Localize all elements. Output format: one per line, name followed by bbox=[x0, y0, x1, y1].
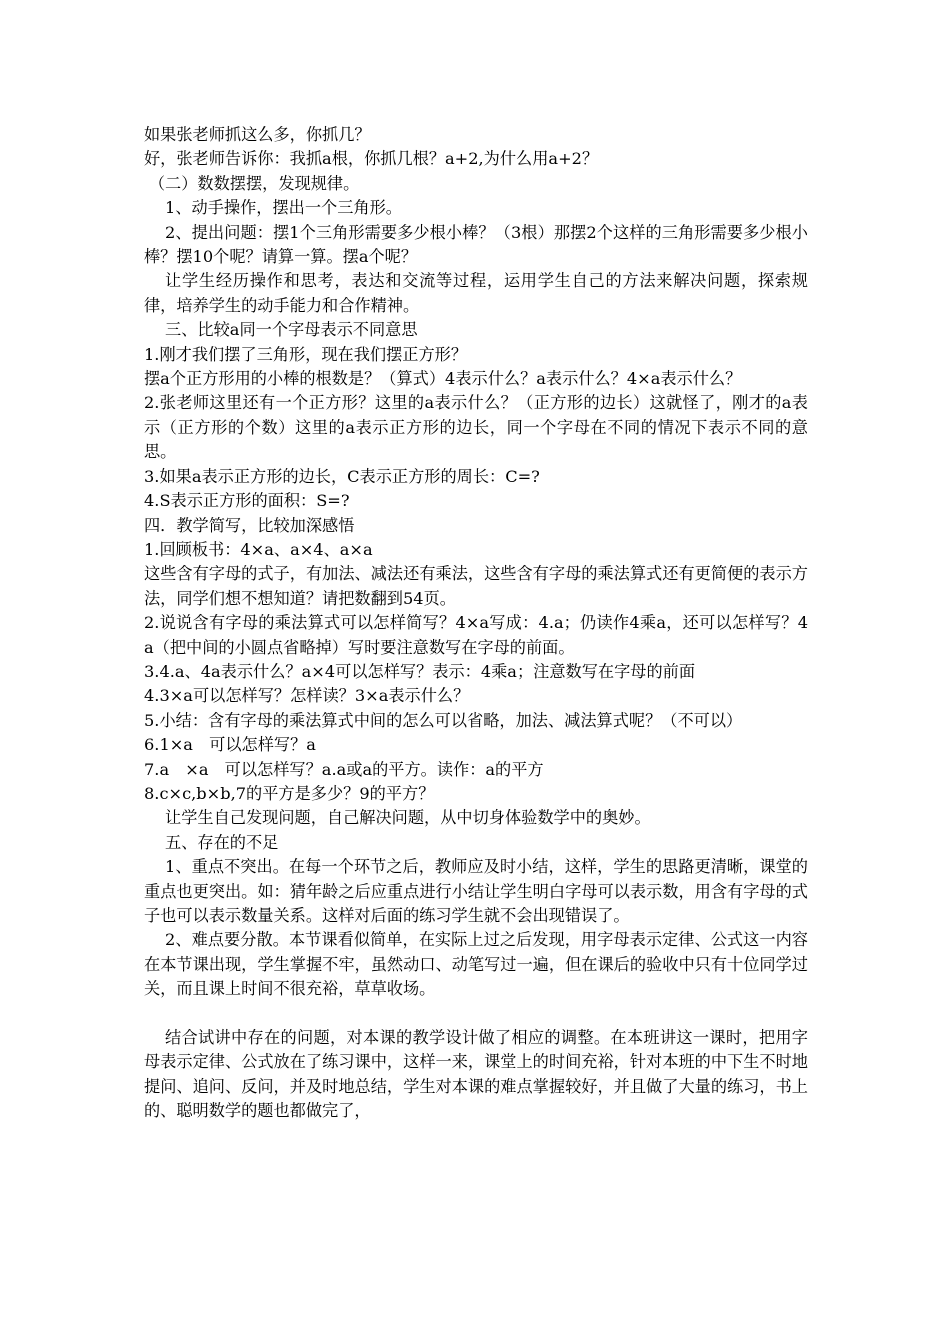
paragraph: 好，张老师告诉你：我抓a根，你抓几根？a+2,为什么用a+2？ bbox=[144, 149, 599, 169]
paragraph: 3.如果a表示正方形的边长，C表示正方形的周长：C=? bbox=[144, 466, 540, 486]
paragraph: 5.小结：含有字母的乘法算式中间的怎么可以省略，加法、减法算式呢？（不可以） bbox=[144, 710, 743, 730]
paragraph: 1、重点不突出。在每一个环节之后，教师应及时小结，这样，学生的思路更清晰，课堂的重点也更突出。如：猜年龄之后应重点进行小结让学生明白字母可以表示数，用含有字母的式子也可以表示数量关系。这样对后面的练习学生就不会出现错误了。 bbox=[144, 857, 808, 925]
paragraph: 如果张老师抓这么多，你抓几？ bbox=[144, 125, 371, 144]
blank-line bbox=[144, 1002, 808, 1026]
paragraph: （二）数数摆摆，发现规律。 bbox=[148, 173, 360, 193]
paragraph: 三、比较a同一个字母表示不同意思 bbox=[165, 320, 418, 340]
paragraph: 让学生经历操作和思考，表达和交流等过程，运用学生自己的方法来解决问题，探索规律，培养学生的动手能力和合作精神。 bbox=[144, 271, 808, 315]
paragraph: 1.刚才我们摆了三角形，现在我们摆正方形？ bbox=[144, 344, 468, 364]
document-page bbox=[144, 123, 808, 1124]
paragraph: 四．教学简写，比较加深感悟 bbox=[144, 515, 355, 535]
paragraph: 2、难点要分散。本节课看似简单，在实际上过之后发现，用字母表示定律、公式这一内容在本节课出现，学生掌握不牢，虽然动口、动笔写过一遍，但在课后的验收中只有十位同学过关，而且课上时间不很充裕，草草收场。 bbox=[144, 930, 808, 999]
paragraph: 结合试讲中存在的问题，对本课的教学设计做了相应的调整。在本班讲这一课时，把用字母表示定律、公式放在了练习课中，这样一来，课堂上的时间充裕，针对本班的中下生不时地提问、追问、反问，并及时地总结，学生对本课的难点掌握较好，并且做了大量的练习，书上的、聪明数学的题也都做完了， bbox=[144, 1028, 808, 1121]
paragraph: 8.c×c,b×b,7的平方是多少？9的平方？ bbox=[144, 783, 435, 803]
paragraph: 1、动手操作，摆出一个三角形。 bbox=[165, 198, 402, 218]
paragraph: 7.a ×a 可以怎样写？a.a或a的平方。读作：a的平方 bbox=[144, 759, 544, 779]
paragraph: 摆a个正方形用的小棒的根数是？（算式）4表示什么？a表示什么？4×a表示什么？ bbox=[144, 369, 742, 389]
paragraph: 6.1×a 可以怎样写？a bbox=[144, 735, 316, 755]
paragraph: 这些含有字母的式子，有加法、减法还有乘法，这些含有字母的乘法算式还有更简便的表示方法，同学们想不想知道？请把数翻到54页。 bbox=[144, 564, 808, 608]
paragraph: 4.3×a可以怎样写？怎样读？3×a表示什么？ bbox=[144, 686, 470, 706]
paragraph: 五、存在的不足 bbox=[165, 832, 279, 852]
paragraph: 2.张老师这里还有一个正方形？这里的a表示什么？（正方形的边长）这就怪了，刚才的a表示（正方形的个数）这里的a表示正方形的边长，同一个字母在不同的情况下表示不同的意思。 bbox=[144, 393, 808, 462]
paragraph: 3.4.a、4a表示什么？a×4可以怎样写？表示：4乘a；注意数写在字母的前面 bbox=[144, 661, 696, 681]
paragraph: 2.说说含有字母的乘法算式可以怎样简写？4×a写成：4.a；仍读作4乘a，还可以怎样写？4a（把中间的小圆点省略掉）写时要注意数写在字母的前面。 bbox=[144, 613, 808, 657]
paragraph: 1.回顾板书：4×a、a×4、a×a bbox=[144, 539, 373, 559]
paragraph: 让学生自己发现问题，自己解决问题，从中切身体验数学中的奥妙。 bbox=[165, 808, 651, 828]
paragraph: 4.S表示正方形的面积：S=? bbox=[144, 491, 350, 511]
paragraph: 2、提出问题：摆1个三角形需要多少根小棒？（3根）那摆2个这样的三角形需要多少根小棒？摆10个呢？请算一算。摆a个呢？ bbox=[144, 222, 808, 267]
